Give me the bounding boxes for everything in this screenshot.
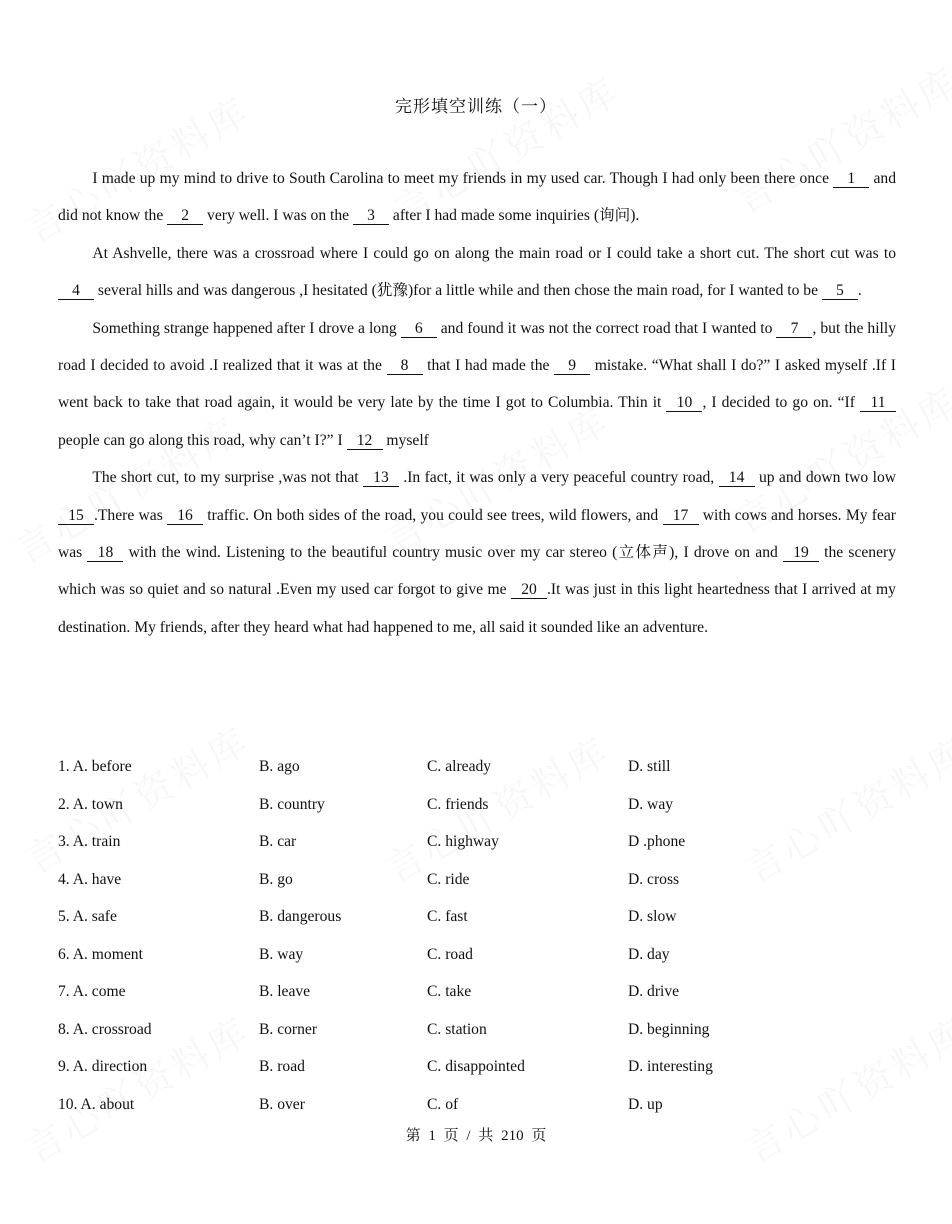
option-choice[interactable]: C. road — [427, 945, 473, 963]
passage-text: with cows and horses. My fear was — [58, 506, 896, 562]
blank-13[interactable]: 13 — [363, 470, 399, 487]
option-choice[interactable]: D .phone — [628, 833, 686, 850]
option-row-8 — [58, 1021, 898, 1059]
cloze-passage — [58, 160, 896, 646]
option-choice[interactable]: 3. A. train — [58, 833, 121, 850]
blank-20[interactable]: 20 — [511, 582, 547, 599]
passage-text: .In fact, it was only a very peaceful country road, — [398, 469, 719, 487]
blank-1[interactable]: 1 — [833, 171, 869, 188]
blank-4[interactable]: 4 — [58, 283, 94, 300]
option-choice[interactable]: 9. A. direction — [58, 1058, 148, 1075]
option-choice[interactable]: B. go — [259, 870, 293, 888]
blank-9[interactable]: 9 — [554, 358, 590, 375]
option-choice[interactable]: D. still — [628, 758, 671, 775]
option-choice[interactable]: 1. A. before — [58, 758, 132, 775]
blank-14[interactable]: 14 — [719, 470, 755, 487]
blank-5[interactable]: 5 — [822, 283, 858, 300]
option-choice[interactable]: D. slow — [628, 908, 677, 925]
option-choice[interactable]: D. day — [628, 945, 670, 963]
blank-10[interactable]: 10 — [666, 395, 702, 412]
passage-text: and did not know the — [58, 170, 896, 225]
option-row-6 — [58, 946, 898, 984]
blank-12[interactable]: 12 — [347, 433, 383, 450]
blank-7[interactable]: 7 — [776, 321, 812, 338]
option-row-2 — [58, 796, 898, 834]
passage-paragraph — [58, 235, 896, 310]
passage-text: after I had made some inquiries (询问). — [389, 207, 640, 225]
page-title: 完形填空训练（一） — [395, 97, 557, 116]
passage-text: .It was just in this light heartedness that I arrived at my destination. My friends, after they heard what had happened to me, all said it sounded like an adventure. — [58, 581, 896, 636]
passage-paragraph — [58, 459, 896, 646]
passage-text: and found it was not the correct road that I wanted to — [436, 319, 777, 337]
passage-text: myself — [382, 431, 429, 449]
page-footer: 第 1 页 / 共 210 页 — [405, 1128, 547, 1144]
option-choice[interactable]: 2. A. town — [58, 795, 123, 813]
option-row-4 — [58, 871, 898, 909]
blank-15[interactable]: 15 — [58, 508, 94, 525]
option-choice[interactable]: 6. A. moment — [58, 945, 143, 963]
passage-text: mistake. “What shall I do?” I asked myself .If I went back to take that road again, it would be very late by the time I got to Columbia. Thin it — [58, 357, 896, 412]
passage-text: very well. I was on the — [203, 207, 353, 225]
answer-options — [58, 758, 898, 1133]
option-choice[interactable]: 5. A. safe — [58, 908, 117, 925]
option-choice[interactable]: C. already — [427, 758, 492, 775]
option-row-5 — [58, 908, 898, 946]
option-choice[interactable]: B. way — [259, 945, 304, 963]
option-choice[interactable]: B. corner — [259, 1020, 318, 1038]
option-choice[interactable]: D. way — [628, 795, 674, 813]
option-choice[interactable]: C. friends — [427, 795, 489, 813]
blank-19[interactable]: 19 — [783, 545, 819, 562]
passage-text: At Ashvelle, there was a crossroad where I could go on along the main road or I could take a short cut. The short cut was to — [92, 244, 896, 262]
option-choice[interactable]: D. interesting — [628, 1058, 713, 1075]
blank-8[interactable]: 8 — [387, 358, 423, 375]
passage-text: I made up my mind to drive to South Carolina to meet my friends in my used car. Though I had only been there once — [92, 170, 834, 187]
option-choice[interactable]: C. disappointed — [427, 1058, 525, 1075]
passage-text: the scenery which was so quiet and so natural .Even my used car forgot to give me — [58, 544, 897, 599]
option-choice[interactable]: D. beginning — [628, 1020, 710, 1038]
option-choice[interactable]: 8. A. crossroad — [58, 1020, 152, 1038]
passage-text: .There was — [94, 506, 168, 524]
option-choice[interactable]: D. cross — [628, 870, 680, 888]
option-row-7 — [58, 983, 898, 1021]
passage-text: with the wind. Listening to the beautiful country music over my car stereo (立体声), I drove on and — [123, 544, 783, 562]
passage-text: , but the hilly road I decided to avoid .I realized that it was at the — [58, 319, 896, 375]
option-choice[interactable]: B. dangerous — [259, 908, 342, 925]
option-choice[interactable]: B. country — [259, 795, 325, 813]
option-choice[interactable]: 10. A. about — [58, 1095, 135, 1113]
option-choice[interactable]: C. fast — [427, 908, 468, 925]
blank-17[interactable]: 17 — [663, 508, 699, 525]
option-choice[interactable]: B. ago — [259, 758, 300, 775]
passage-text: . — [857, 282, 862, 300]
passage-paragraph — [58, 160, 896, 235]
option-choice[interactable]: 4. A. have — [58, 870, 122, 888]
blank-16[interactable]: 16 — [167, 508, 203, 525]
option-choice[interactable]: C. ride — [427, 870, 470, 888]
passage-text: up and down two low — [754, 469, 896, 487]
passage-paragraph — [58, 310, 896, 460]
option-choice[interactable]: B. leave — [259, 983, 311, 1000]
blank-3[interactable]: 3 — [353, 208, 389, 225]
option-choice[interactable]: D. drive — [628, 983, 680, 1000]
option-choice[interactable]: D. up — [628, 1095, 663, 1113]
option-choice[interactable]: C. highway — [427, 833, 499, 850]
option-choice[interactable]: B. over — [259, 1095, 305, 1113]
option-choice[interactable]: C. station — [427, 1020, 487, 1038]
option-row-1 — [58, 758, 898, 796]
passage-text: Something strange happened after I drove a long — [92, 319, 401, 337]
option-choice[interactable]: B. road — [259, 1058, 305, 1075]
option-row-9 — [58, 1058, 898, 1096]
option-choice[interactable]: B. car — [259, 833, 297, 850]
blank-18[interactable]: 18 — [87, 545, 123, 562]
passage-text: people can go along this road, why can’t I?” I — [58, 431, 347, 449]
passage-text: that I had made the — [422, 357, 555, 375]
blank-2[interactable]: 2 — [167, 208, 203, 225]
option-row-3 — [58, 833, 898, 871]
passage-text: , I decided to go on. “If — [702, 394, 861, 412]
blank-6[interactable]: 6 — [401, 321, 437, 338]
passage-text: The short cut, to my surprise ,was not that — [92, 469, 363, 487]
passage-text: traffic. On both sides of the road, you could see trees, wild flowers, and — [203, 506, 663, 524]
option-choice[interactable]: C. of — [427, 1095, 459, 1113]
passage-text: several hills and was dangerous ,I hesitated (犹豫)for a little while and then chose the main road, for I wanted to be — [94, 282, 822, 300]
option-choice[interactable]: C. take — [427, 983, 472, 1000]
option-choice[interactable]: 7. A. come — [58, 983, 126, 1000]
blank-11[interactable]: 11 — [860, 395, 896, 412]
